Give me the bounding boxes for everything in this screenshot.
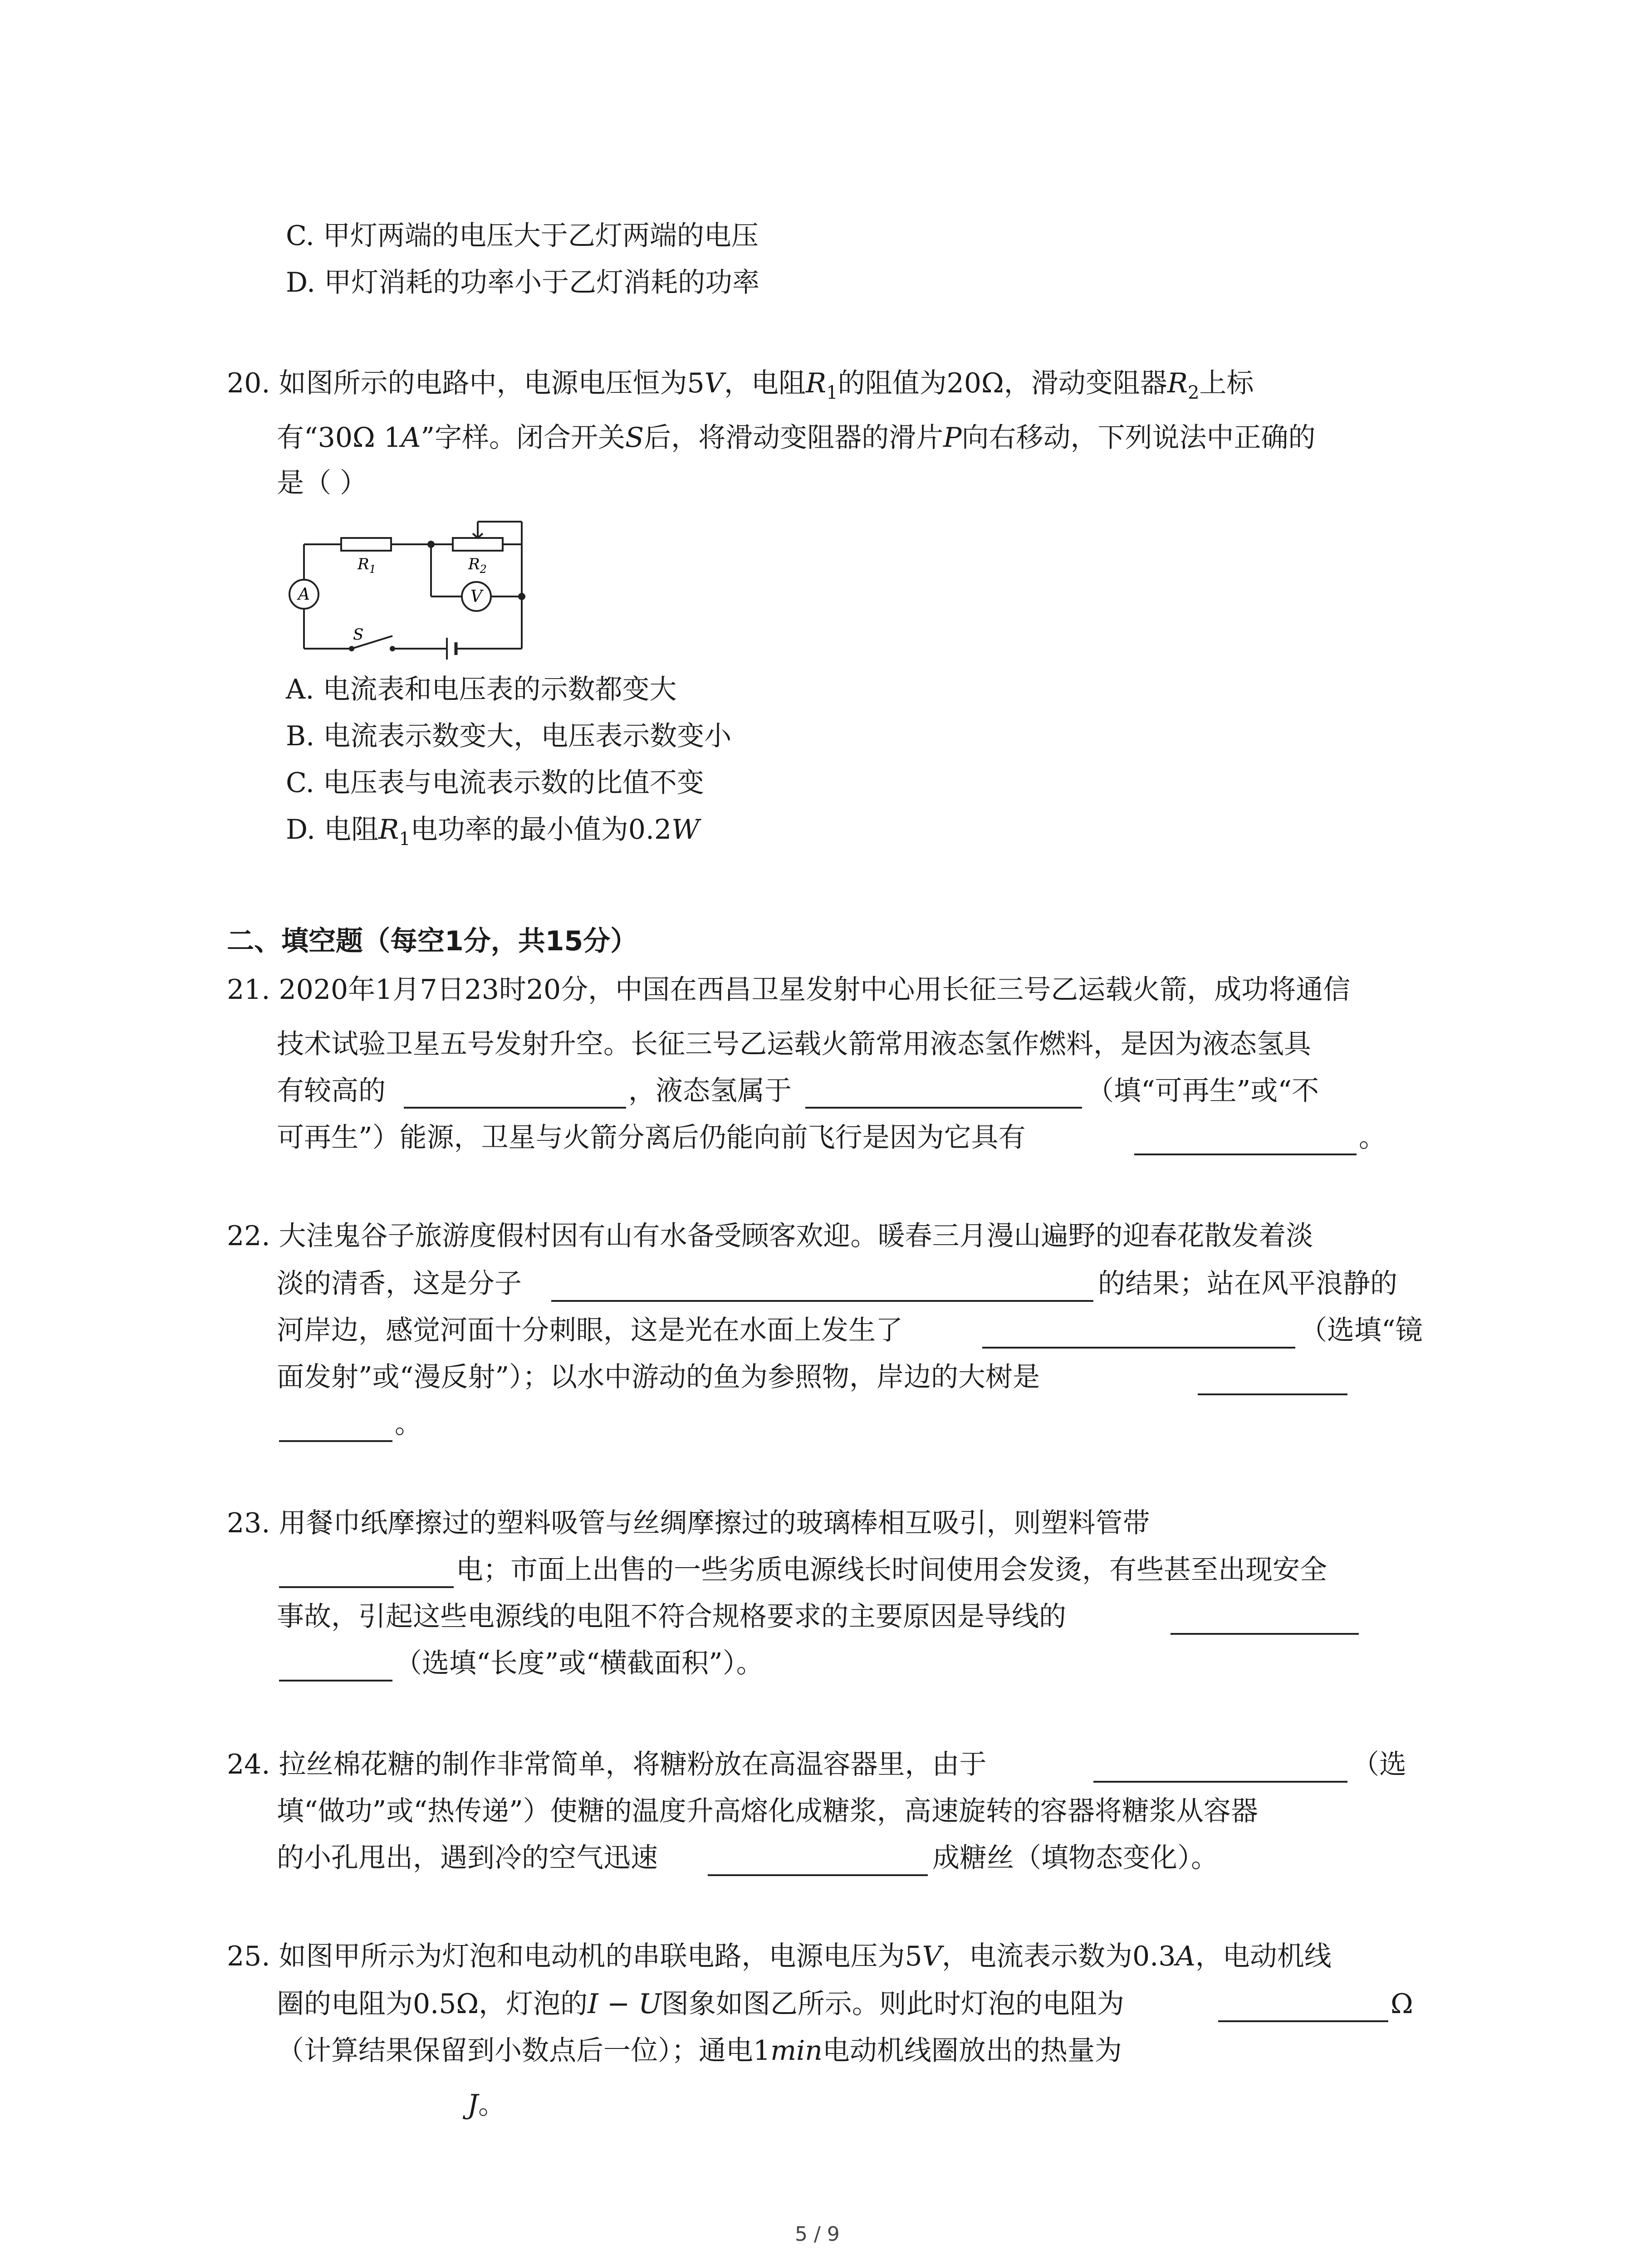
q19-option-d: D. 甲灯消耗的功率小于乙灯消耗的功率	[286, 267, 760, 298]
answer-blank[interactable]	[1134, 1154, 1357, 1155]
q23-line2: 电；市面上出售的一些劣质电源线长时间使用会发烫，有些甚至出现安全	[456, 1554, 1327, 1586]
q22-line2b: 的结果；站在风平浪静的	[1098, 1268, 1397, 1300]
switch-contact	[390, 646, 395, 651]
q25-ohm-unit: Ω	[1391, 1988, 1413, 2020]
answer-blank[interactable]	[404, 1107, 626, 1109]
answer-blank[interactable]	[279, 1586, 454, 1588]
r2-label: $R_2$	[468, 555, 487, 576]
switch-contact	[349, 646, 354, 651]
q25-line4: J。	[467, 2089, 506, 2121]
q24-line1a: 24. 拉丝棉花糖的制作非常简单，将糖粉放在高温容器里，由于	[227, 1749, 987, 1780]
q23-line1: 23. 用餐巾纸摩擦过的塑料吸管与丝绸摩擦过的玻璃棒相互吸引，则塑料管带	[227, 1507, 1150, 1539]
q21-line4a: 可再生”）能源，卫星与火箭分离后仍能向前飞行是因为它具有	[277, 1122, 1026, 1154]
page-number: 5 / 9	[795, 2223, 840, 2246]
q20-stem-line1: 20. 如图所示的电路中，电源电压恒为5V，电阻$R_1$的阻值为20Ω，滑动变阻器$R_2$上标	[227, 367, 1254, 403]
answer-blank[interactable]	[1198, 1393, 1347, 1395]
circuit-diagram	[272, 503, 554, 662]
q24-line1b: （选	[1352, 1749, 1406, 1780]
q25-line3: （计算结果保留到小数点后一位）；通电1min电动机线圈放出的热量为	[277, 2035, 1122, 2067]
q22-line3b: （选填“镜	[1300, 1315, 1423, 1346]
answer-blank[interactable]	[279, 1680, 392, 1681]
q21-line3a: 有较高的	[277, 1075, 386, 1107]
junction-dot	[518, 593, 525, 600]
q22-line4a: 面发射”或“漫反射”）；以水中游动的鱼为参照物，岸边的大树是	[277, 1361, 1040, 1393]
answer-blank[interactable]	[551, 1300, 1093, 1302]
q22-line1: 22. 大洼鬼谷子旅游度假村因有山有水备受顾客欢迎。暖春三月漫山遍野的迎春花散发着淡	[227, 1220, 1313, 1252]
ammeter-label: A	[298, 585, 310, 604]
q21-line2: 技术试验卫星五号发射升空。长征三号乙运载火箭常用液态氢作燃料，是因为液态氢具	[277, 1028, 1311, 1060]
q20-option-d: D. 电阻$R_1$电功率的最小值为0.2W	[286, 814, 700, 850]
resistor-r1	[341, 538, 391, 551]
answer-blank[interactable]	[1093, 1781, 1347, 1783]
q22-line3a: 河岸边，感觉河面十分刺眼，这是光在水面上发生了	[277, 1315, 903, 1346]
q20-stem-line2: 有“30Ω 1A”字样。闭合开关S后，将滑动变阻器的滑片P向右移动，下列说法中正确的	[277, 422, 1316, 454]
switch-label: S	[353, 626, 364, 644]
q25-line2: 圈的电阻为0.5Ω，灯泡的I − U图象如图乙所示。则此时灯泡的电阻为	[277, 1988, 1124, 2020]
section-title: 二、填空题（每空1分，共15分）	[227, 925, 638, 957]
q20-option-c: C. 电压表与电流表示数的比值不变	[286, 767, 704, 799]
q19-option-c: C. 甲灯两端的电压大于乙灯两端的电压	[286, 220, 759, 252]
q21-line3c: （填“可再生”或“不	[1087, 1075, 1319, 1107]
answer-blank[interactable]	[708, 1874, 928, 1876]
r1-label: $R_1$	[358, 555, 376, 576]
answer-blank[interactable]	[279, 1440, 392, 1442]
q24-line3a: 的小孔甩出，遇到冷的空气迅速	[277, 1842, 658, 1874]
q21-line4b: 。	[1359, 1122, 1386, 1154]
resistor-r2	[453, 538, 503, 551]
q22-line5: 。	[395, 1408, 422, 1440]
q23-line3: 事故，引起这些电源线的电阻不符合规格要求的主要原因是导线的	[277, 1601, 1066, 1633]
junction-dot	[427, 541, 435, 548]
answer-blank[interactable]	[1218, 2020, 1388, 2022]
q24-line3b: 成糖丝（填物态变化）。	[932, 1842, 1218, 1874]
q21-line1: 21. 2020年1月7日23时20分，中国在西昌卫星发射中心用长征三号乙运载火箭，成功将通信	[227, 974, 1351, 1006]
q20-option-a: A. 电流表和电压表的示数都变大	[286, 674, 677, 705]
q24-line2: 填“做功”或“热传递”）使糖的温度升高熔化成糖浆，高速旋转的容器将糖浆从容器	[277, 1795, 1258, 1827]
q25-line1: 25. 如图甲所示为灯泡和电动机的串联电路，电源电压为5V，电流表示数为0.3A，电动机线	[227, 1941, 1332, 1972]
answer-blank[interactable]	[1171, 1633, 1359, 1635]
q23-line4: （选填“长度”或“横截面积”）。	[395, 1647, 764, 1679]
q22-line2a: 淡的清香，这是分子	[277, 1268, 522, 1300]
q21-line3b: ，液态氢属于	[628, 1075, 792, 1107]
q20-stem-line3: 是（ ）	[277, 467, 367, 499]
q20-option-b: B. 电流表示数变大，电压表示数变小	[286, 720, 732, 752]
answer-blank[interactable]	[982, 1347, 1295, 1349]
voltmeter-label: V	[470, 587, 482, 606]
answer-blank[interactable]	[805, 1107, 1082, 1109]
